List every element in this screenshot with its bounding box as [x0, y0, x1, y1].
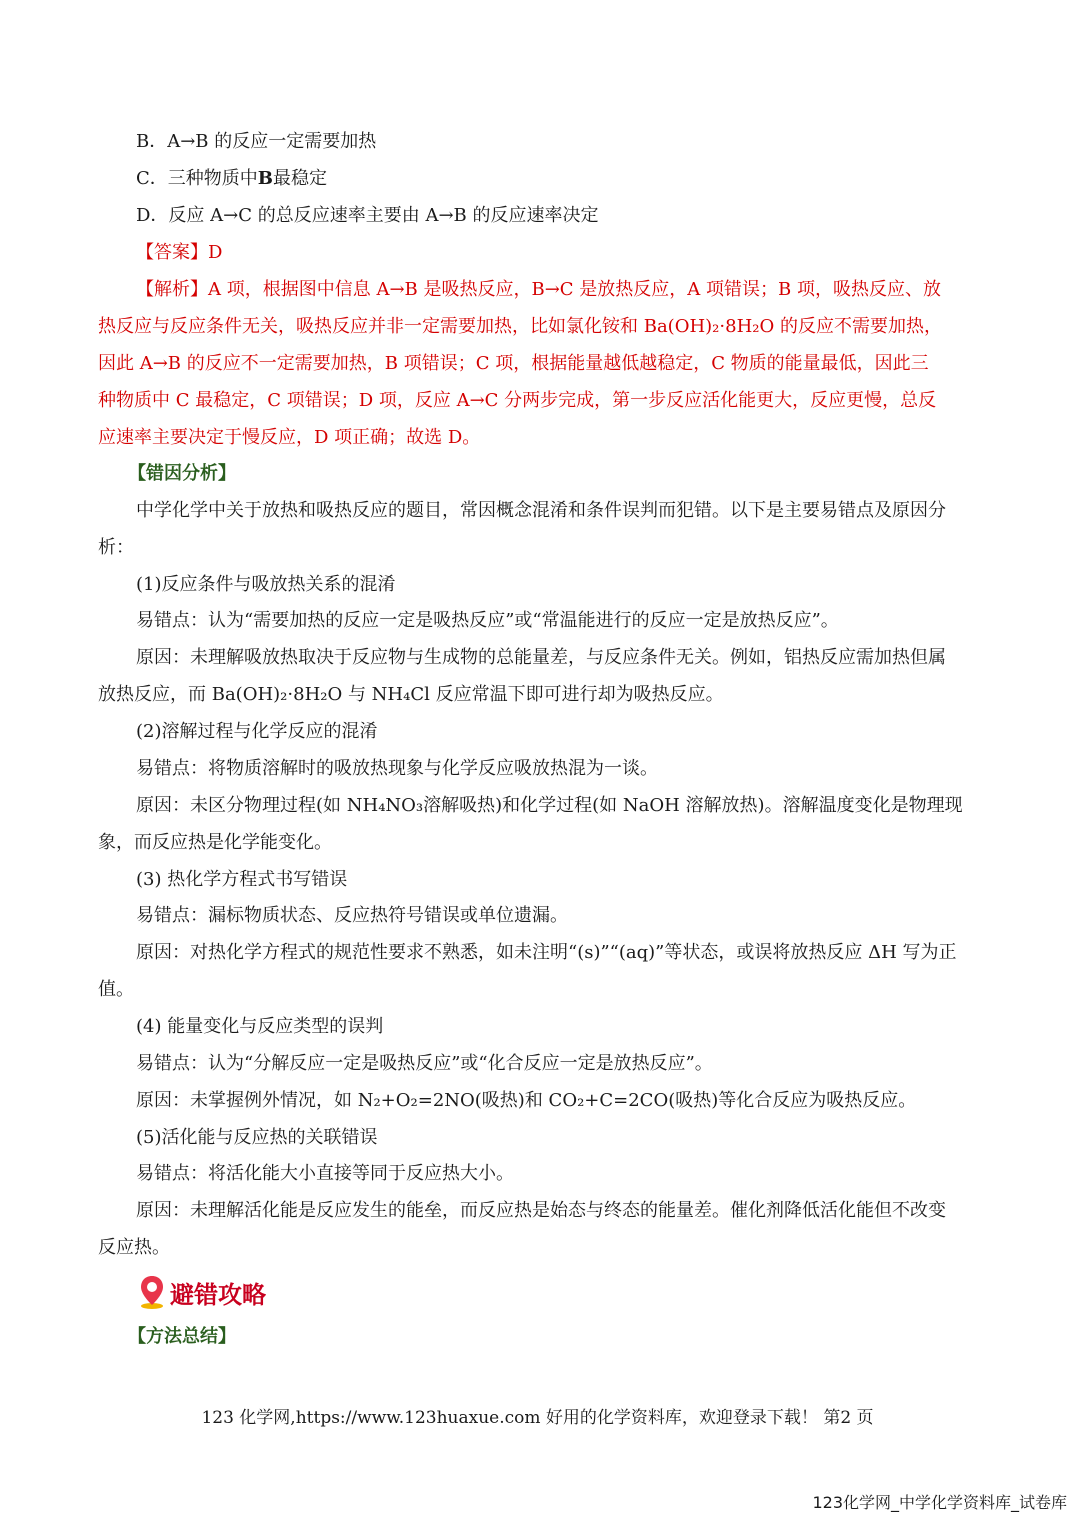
method-summary-title: 【方法总结】	[128, 1326, 236, 1347]
point-1-reason: 原因：未理解吸放热取决于反应物与生成物的总能量差，与反应条件无关。例如，铝热反应需加热但属	[136, 647, 946, 668]
point-2-error: 易错点：将物质溶解时的吸放热现象与化学反应吸放热混为一谈。	[136, 758, 658, 779]
point-2-title: (2)溶解过程与化学反应的混淆	[136, 721, 378, 742]
page-footer: 123 化学网,https://www.123huaxue.com 好用的化学资料库，欢迎登录下载！ 第2 页	[201, 1408, 874, 1428]
option-c-bold: B	[257, 168, 273, 189]
analysis-line: 【解析】A 项，根据图中信息 A→B 是吸热反应，B→C 是放热反应，A 项错误；B 项，吸热反应、放	[136, 279, 941, 300]
section-heading	[138, 1272, 266, 1312]
point-3-reason: 值。	[98, 979, 134, 1000]
point-5-title: (5)活化能与反应热的关联错误	[136, 1127, 378, 1148]
point-3-error: 易错点：漏标物质状态、反应热符号错误或单位遗漏。	[136, 905, 568, 926]
option-c-tail: 最稳定	[273, 168, 327, 189]
point-3-title: (3) 热化学方程式书写错误	[136, 869, 348, 890]
section-heading-text: 避错攻略	[170, 1280, 266, 1309]
location-pin-icon	[138, 1274, 166, 1310]
point-1-error: 易错点：认为“需要加热的反应一定是吸热反应”或“常温能进行的反应一定是放热反应”。	[136, 610, 839, 631]
corner-watermark: 123化学网_中学化学资料库_试卷库	[812, 1493, 1067, 1512]
point-3-reason: 原因：对热化学方程式的规范性要求不熟悉，如未注明“(s)”“(aq)”等状态，或误将放热反应 ΔH 写为正	[136, 942, 957, 963]
point-4-title: (4) 能量变化与反应类型的误判	[136, 1016, 384, 1037]
analysis-line: 热反应与反应条件无关，吸热反应并非一定需要加热，比如氯化铵和 Ba(OH)₂·8H₂O 的反应不需要加热，	[98, 316, 942, 337]
point-2-reason: 原因：未区分物理过程(如 NH₄NO₃溶解吸热)和化学过程(如 NaOH 溶解放热)。溶解温度变化是物理现	[136, 795, 963, 816]
point-1-reason: 放热反应，而 Ba(OH)₂·8H₂O 与 NH₄Cl 反应常温下即可进行却为吸热反应。	[98, 684, 724, 705]
analysis-line: 应速率主要决定于慢反应，D 项正确；故选 D。	[98, 427, 481, 448]
analysis-line: 种物质中 C 最稳定，C 项错误；D 项，反应 A→C 分两步完成，第一步反应活化能更大，反应更慢，总反	[98, 390, 937, 411]
option-c-text: C．三种物质中	[136, 168, 258, 189]
point-2-reason: 象，而反应热是化学能变化。	[98, 832, 332, 853]
option-b: B．A→B 的反应一定需要加热	[136, 131, 377, 152]
point-1-title: (1)反应条件与吸放热关系的混淆	[136, 574, 396, 595]
point-5-reason: 反应热。	[98, 1237, 170, 1258]
intro-line: 中学化学中关于放热和吸热反应的题目，常因概念混淆和条件误判而犯错。以下是主要易错点及原因分	[136, 500, 946, 521]
point-4-reason: 原因：未掌握例外情况，如 N₂+O₂=2NO(吸热)和 CO₂+C=2CO(吸热)等化合反应为吸热反应。	[136, 1090, 917, 1111]
intro-line: 析：	[98, 537, 134, 558]
option-c	[136, 167, 327, 191]
point-5-reason: 原因：未理解活化能是反应发生的能垒，而反应热是始态与终态的能量差。催化剂降低活化能但不改变	[136, 1200, 946, 1221]
answer-line: 【答案】D	[136, 242, 223, 263]
point-5-error: 易错点：将活化能大小直接等同于反应热大小。	[136, 1163, 514, 1184]
option-d: D．反应 A→C 的总反应速率主要由 A→B 的反应速率决定	[136, 205, 599, 226]
analysis-line: 因此 A→B 的反应不一定需要加热，B 项错误；C 项，根据能量越低越稳定，C 物质的能量最低，因此三	[98, 353, 929, 374]
point-4-error: 易错点：认为“分解反应一定是吸热反应”或“化合反应一定是放热反应”。	[136, 1053, 713, 1074]
error-analysis-title: 【错因分析】	[128, 463, 236, 484]
